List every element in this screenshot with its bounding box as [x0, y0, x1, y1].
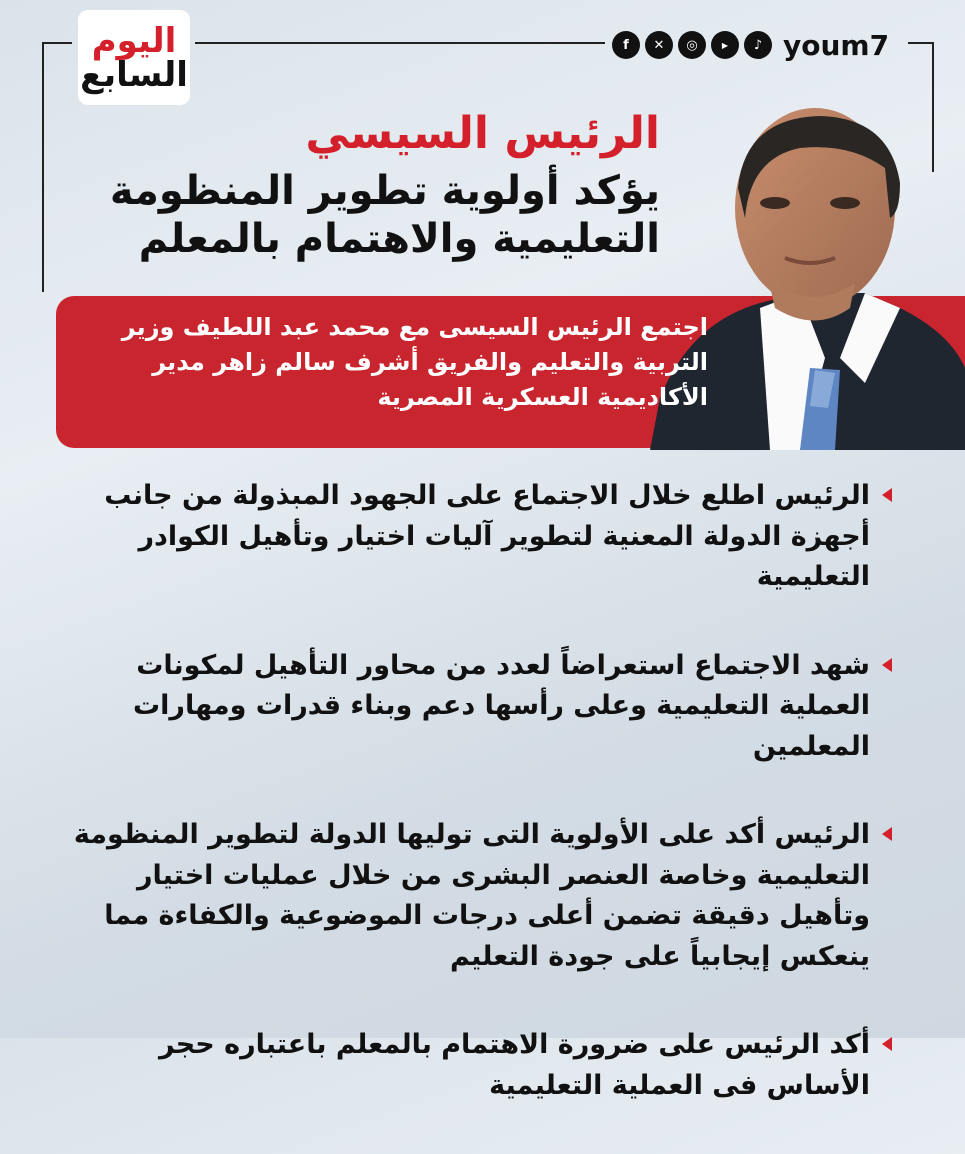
headline-line-3: التعليمية والاهتمام بالمعلم — [138, 215, 660, 262]
bullet-text: شهد الاجتماع استعراضاً لعدد من محاور التأهيل لمكونات العملية التعليمية وعلى رأسها دعم وبناء قدرات ومهارات المعلمين — [133, 649, 870, 762]
bullet-list — [70, 476, 892, 1154]
bullet-item — [70, 1025, 892, 1106]
bullet-item — [70, 646, 892, 768]
bullet-item — [70, 815, 892, 977]
x-icon[interactable]: ✕ — [645, 31, 673, 59]
summary-text: اجتمع الرئيس السيسى مع محمد عبد اللطيف وزير التربية والتعليم والفريق أشرف سالم زاهر مدير الأكاديمية العسكرية المصرية — [121, 313, 708, 411]
headline-line-1: الرئيس السيسي — [305, 108, 660, 159]
youtube-icon[interactable]: ▶ — [711, 31, 739, 59]
frame-line — [908, 42, 934, 44]
brand-name: youm7 — [783, 28, 890, 62]
headline — [110, 108, 660, 263]
frame-line — [42, 42, 72, 44]
frame-line — [195, 42, 605, 44]
social-bar — [612, 28, 889, 62]
logo-line-2: السابع — [80, 54, 188, 95]
tiktok-icon[interactable]: ♪ — [744, 31, 772, 59]
frame-line — [42, 42, 44, 292]
bullet-marker-icon — [882, 488, 892, 502]
facebook-icon[interactable]: f — [612, 31, 640, 59]
bullet-text: أكد الرئيس على ضرورة الاهتمام بالمعلم باعتباره حجر الأساس فى العملية التعليمية — [159, 1029, 870, 1101]
bullet-marker-icon — [882, 1037, 892, 1051]
headline-line-2: يؤكد أولوية تطوير المنظومة — [109, 167, 660, 214]
bullet-marker-icon — [882, 827, 892, 841]
bullet-item — [70, 476, 892, 598]
bullet-text: الرئيس اطلع خلال الاجتماع على الجهود المبذولة من جانب أجهزة الدولة المعنية لتطوير آليات اختيار وتأهيل الكوادر التعليمية — [104, 480, 870, 592]
bullet-text: الرئيس أكد على الأولوية التى توليها الدولة لتطوير المنظومة التعليمية وخاصة العنصر البشرى من خلال عمليات اختيار وتأهيل دقيقة تضمن أعلى درجات الموضوعية والكفاءة مما ينعكس إيجابياً على جودة التعليم — [73, 819, 870, 972]
instagram-icon[interactable]: ◎ — [678, 31, 706, 59]
bullet-marker-icon — [882, 658, 892, 672]
logo-line-1: اليوم — [91, 20, 177, 61]
youm7-logo — [78, 10, 190, 105]
